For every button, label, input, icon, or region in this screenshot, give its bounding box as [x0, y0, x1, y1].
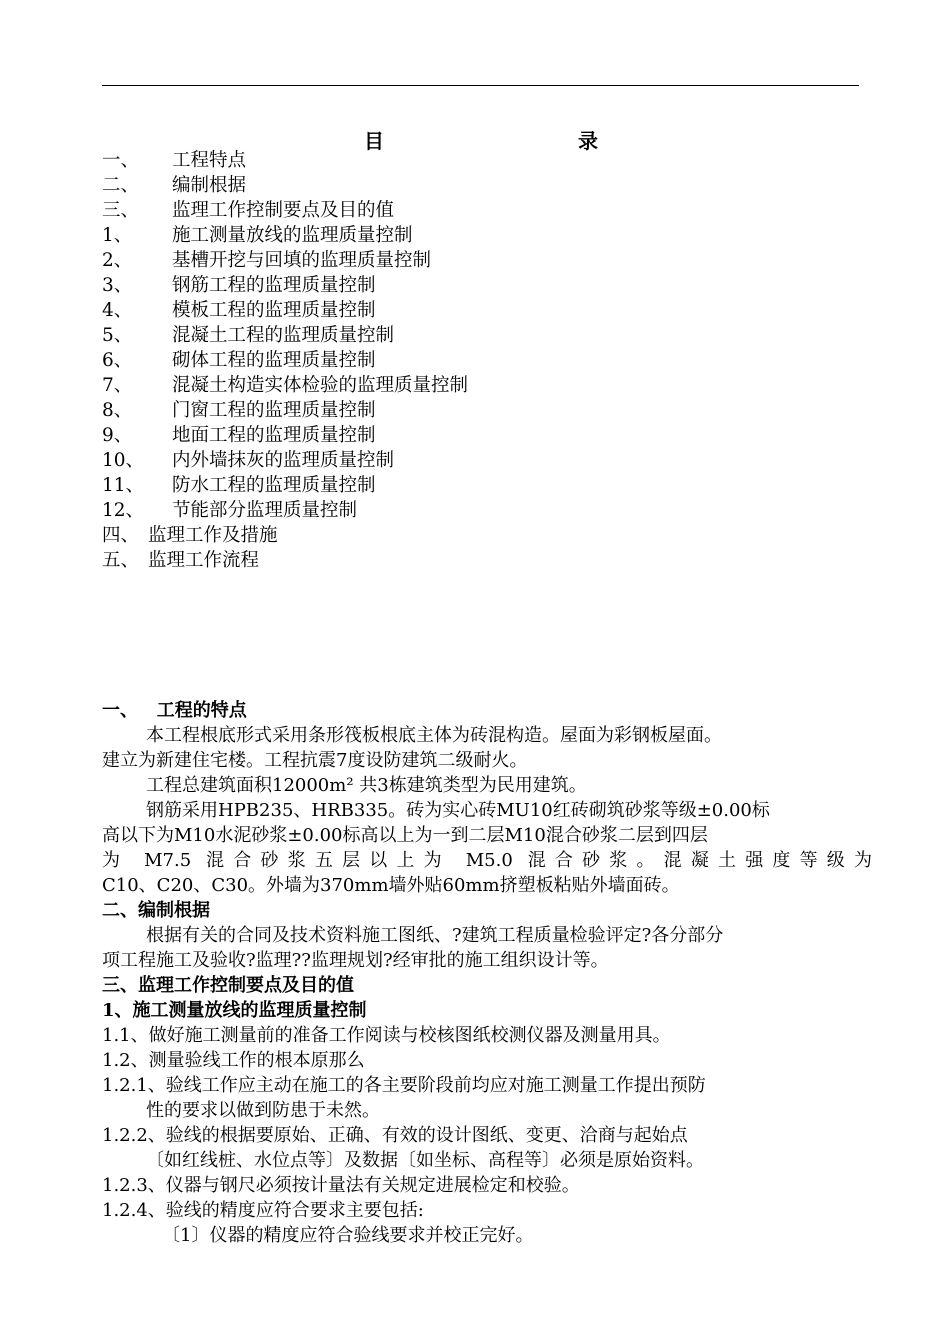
- toc-item-text: 防水工程的监理质量控制: [172, 475, 376, 496]
- toc-item-num: 12、: [102, 500, 145, 521]
- toc-item-num: 8、: [102, 400, 133, 421]
- toc-item-num: 3、: [102, 275, 133, 296]
- toc-item-num: 6、: [102, 350, 133, 371]
- toc-item[interactable]: [102, 223, 862, 248]
- toc-item-text: 地面工程的监理质量控制: [172, 425, 376, 446]
- toc-item[interactable]: [102, 373, 862, 398]
- toc-item-text: 监理工作流程: [148, 550, 260, 571]
- paragraph-line: 项工程施工及验收?监理??监理规划?经审批的施工组织设计等。: [102, 950, 609, 971]
- toc-item-text: 混凝土工程的监理质量控制: [172, 325, 395, 346]
- toc-item-text: 监理工作及措施: [148, 525, 278, 546]
- toc-item-num: 7、: [102, 375, 133, 396]
- toc-item-num: 11、: [102, 475, 145, 496]
- toc-item-text: 钢筋工程的监理质量控制: [172, 275, 376, 296]
- toc-item-num: 一、: [102, 150, 140, 171]
- subsection-heading: 1、施工测量放线的监理质量控制: [102, 1000, 367, 1021]
- paragraph-line: 1.2、测量验线工作的根本原那么: [102, 1050, 365, 1071]
- toc-item[interactable]: [102, 173, 862, 198]
- toc-item[interactable]: [102, 523, 862, 548]
- paragraph-line: 1.2.2、验线的根据要原始、正确、有效的设计图纸、变更、洽商与起始点: [102, 1125, 688, 1146]
- paragraph-line: 1.2.1、验线工作应主动在施工的各主要阶段前均应对施工测量工作提出预防: [102, 1075, 706, 1096]
- toc-item[interactable]: [102, 498, 862, 523]
- toc-item-num: 五、: [102, 550, 140, 571]
- toc-item-num: 9、: [102, 425, 133, 446]
- toc-item[interactable]: [102, 323, 862, 348]
- toc-item[interactable]: [102, 448, 862, 473]
- paragraph-line: 工程总建筑面积12000m² 共3栋建筑类型为民用建筑。: [146, 775, 587, 796]
- toc-item[interactable]: [102, 248, 862, 273]
- paragraph-line: 本工程根底形式采用条形筏板根底主体为砖混构造。屋面为彩钢板屋面。: [146, 725, 722, 746]
- paragraph-line: 1.2.3、仪器与钢尺必须按计量法有关规定进展检定和校验。: [102, 1175, 580, 1196]
- toc-item[interactable]: [102, 348, 862, 373]
- toc-item[interactable]: [102, 198, 862, 223]
- header-rule: [102, 85, 859, 86]
- toc-item-text: 内外墙抹灰的监理质量控制: [172, 450, 395, 471]
- paragraph-line: 1.1、做好施工测量前的准备工作阅读与校核图纸校测仪器及测量用具。: [102, 1025, 671, 1046]
- paragraph-line: C10、C20、C30。外墙为370mm墙外贴60mm挤塑板粘贴外墙面砖。: [102, 875, 680, 896]
- toc-item-text: 工程特点: [172, 150, 247, 171]
- toc-item-text: 节能部分监理质量控制: [172, 500, 358, 521]
- toc-item-text: 混凝土构造实体检验的监理质量控制: [172, 375, 469, 396]
- toc-item-text: 砌体工程的监理质量控制: [172, 350, 376, 371]
- paragraph-line: 1.2.4、验线的精度应符合要求主要包括:: [102, 1200, 424, 1221]
- paragraph-line: 性的要求以做到防患于未然。: [146, 1100, 380, 1121]
- toc-item[interactable]: [102, 298, 862, 323]
- toc-item-text: 施工测量放线的监理质量控制: [172, 225, 413, 246]
- toc-item-text: 基槽开挖与回填的监理质量控制: [172, 250, 432, 271]
- paragraph-line: 〔如红线桩、水位点等〕及数据〔如坐标、高程等〕必须是原始资料。: [146, 1150, 704, 1171]
- toc-item-text: 门窗工程的监理质量控制: [172, 400, 376, 421]
- toc-item[interactable]: [102, 148, 862, 173]
- paragraph-line: 根据有关的合同及技术资料施工图纸、?建筑工程质量检验评定?各分部分: [146, 925, 724, 946]
- toc-item-text: 监理工作控制要点及目的值: [172, 200, 395, 221]
- toc-item-num: 4、: [102, 300, 133, 321]
- toc-item-num: 2、: [102, 250, 133, 271]
- paragraph-line: 建立为新建住宅楼。工程抗震7度设防建筑二级耐火。: [102, 750, 528, 771]
- toc-item-text: 编制根据: [172, 175, 247, 196]
- toc-item-text: 模板工程的监理质量控制: [172, 300, 376, 321]
- table-of-contents: [102, 148, 862, 573]
- toc-item-num: 二、: [102, 175, 140, 196]
- toc-title-left: 目: [364, 129, 384, 153]
- toc-title-right: 录: [578, 129, 598, 153]
- paragraph-line: 高以下为M10水泥砂浆±0.00标高以上为一到二层M10混合砂浆二层到四层: [102, 825, 708, 846]
- section-heading: 三、监理工作控制要点及目的值: [102, 975, 354, 996]
- toc-item[interactable]: [102, 473, 862, 498]
- paragraph-line: 〔1〕仪器的精度应符合验线要求并校正完好。: [162, 1225, 534, 1246]
- toc-item-num: 5、: [102, 325, 133, 346]
- toc-item[interactable]: [102, 548, 862, 573]
- toc-item-num: 四、: [102, 525, 140, 546]
- paragraph-line: 钢筋采用HPB235、HRB335。砖为实心砖MU10红砖砌筑砂浆等级±0.00标: [146, 800, 770, 821]
- toc-item[interactable]: [102, 423, 862, 448]
- toc-item[interactable]: [102, 398, 862, 423]
- section-heading: 一、 工程的特点: [102, 700, 247, 721]
- document-body: [102, 698, 872, 1248]
- section-heading: 二、编制根据: [102, 900, 210, 921]
- toc-item-num: 三、: [102, 200, 140, 221]
- toc-item-num: 1、: [102, 225, 133, 246]
- toc-item[interactable]: [102, 273, 862, 298]
- toc-item-num: 10、: [102, 450, 145, 471]
- paragraph-line: 为 M7.5 混合砂浆五层以上为 M5.0 混合砂浆。混凝土强度等级为: [102, 850, 872, 871]
